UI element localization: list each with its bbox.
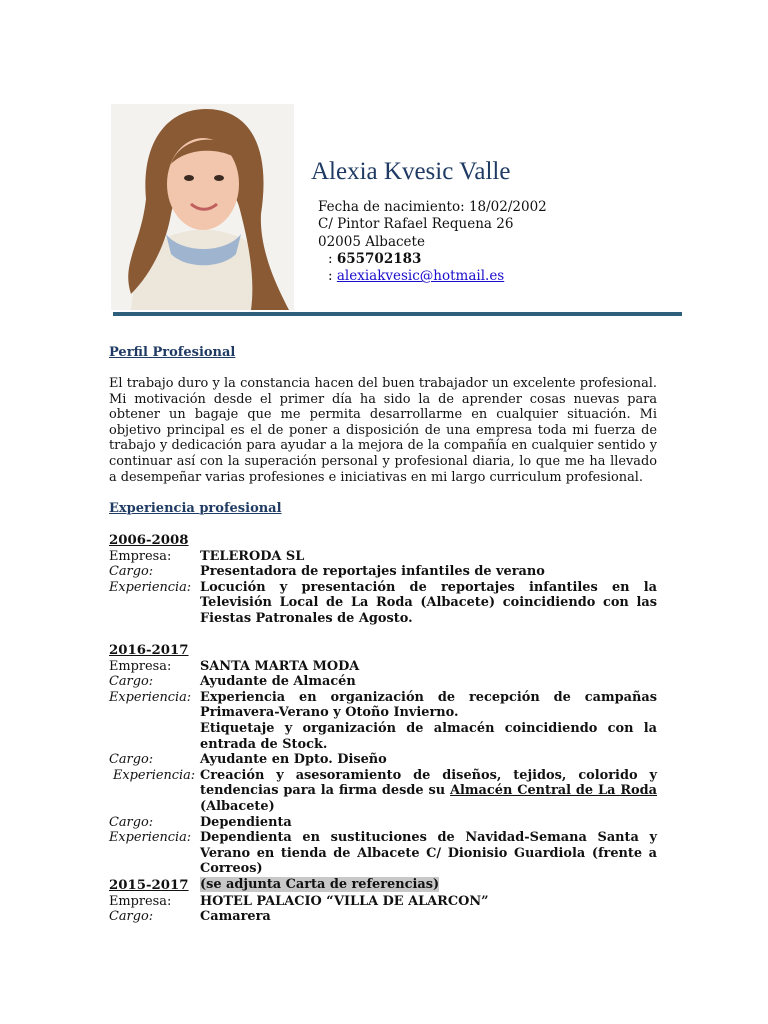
- experience-text: Dependienta en sustituciones de Navidad-Semana Santa y Verano en tienda de Albacete C/ Dionisio Guardiola (frente a Correos): [200, 830, 657, 877]
- experience-text-end: (Albacete): [200, 798, 275, 814]
- address-line-2: 02005 Albacete: [318, 233, 425, 250]
- phone-number: 655702183: [336, 250, 422, 267]
- warehouse-name: Almacén Central de La Roda: [450, 783, 657, 799]
- job-entry: [109, 878, 657, 925]
- position-row: [109, 564, 657, 580]
- job-entry: [109, 643, 657, 893]
- experience-row: [109, 690, 657, 752]
- company-row: [109, 894, 657, 910]
- experience-label: Experiencia:: [109, 579, 192, 595]
- company-value: TELERODA SL: [200, 548, 305, 564]
- contact-block: [318, 199, 547, 285]
- email-prefix: :: [328, 268, 333, 285]
- company-value: SANTA MARTA MODA: [200, 658, 360, 674]
- position-value: Dependienta: [200, 814, 292, 830]
- company-row: [109, 549, 657, 565]
- position-value: Ayudante en Dpto. Diseño: [200, 752, 387, 768]
- position-row: [109, 909, 657, 925]
- candidate-name: Alexia Kvesic Valle: [311, 158, 511, 185]
- experience-text: Creación y asesoramiento de diseños, tejidos, colorido y tendencias para la firma desde su: [200, 767, 657, 799]
- experience-value-b: Etiquetaje y organización de almacén coincidiendo con la entrada de Stock.: [200, 720, 657, 752]
- position-label: Cargo:: [109, 752, 154, 768]
- company-label: Empresa:: [109, 893, 172, 909]
- position-row: [109, 752, 657, 768]
- position-label: Cargo:: [109, 564, 154, 580]
- company-label: Empresa:: [109, 658, 172, 674]
- company-value: HOTEL PALACIO “VILLA DE ALARCON”: [200, 893, 489, 909]
- experience-label: Experiencia:: [113, 767, 196, 783]
- position-row: [109, 674, 657, 690]
- phone-prefix: :: [328, 250, 333, 267]
- experience-heading: Experiencia profesional: [109, 501, 282, 516]
- job-period: 2006-2008: [109, 533, 189, 548]
- experience-value: [200, 768, 657, 815]
- position-value: Ayudante de Almacén: [200, 674, 356, 690]
- experience-label: Experiencia:: [109, 689, 192, 705]
- profile-heading: Perfil Profesional: [109, 345, 236, 360]
- experience-value: Locución y presentación de reportajes infantiles en la Televisión Local de La Roda (Albacete) coincidiendo con las Fiestas Patronales de Agosto.: [200, 579, 657, 626]
- email-line: [318, 268, 547, 285]
- job-entry: [109, 533, 657, 627]
- position-value: Camarera: [200, 909, 271, 925]
- experience-row: [109, 580, 657, 627]
- position-label: Cargo:: [109, 909, 154, 925]
- position-label: Cargo:: [109, 674, 154, 690]
- position-label: Cargo:: [109, 814, 154, 830]
- experience-value: [200, 690, 657, 752]
- job-period: 2015-2017: [109, 878, 189, 893]
- position-row: [109, 815, 657, 831]
- phone-line: [318, 251, 547, 268]
- experience-row: [109, 768, 657, 815]
- birth-date: Fecha de nacimiento: 18/02/2002: [318, 199, 547, 215]
- references-note: (se adjunta Carta de referencias): [200, 876, 440, 892]
- address-line-1: C/ Pintor Rafael Requena 26: [318, 216, 514, 233]
- experience-label: Experiencia:: [109, 830, 192, 846]
- position-value: Presentadora de reportajes infantiles de verano: [200, 564, 545, 580]
- email-link[interactable]: alexiakvesic@hotmail.es: [336, 268, 505, 285]
- job-period: 2016-2017: [109, 643, 189, 658]
- profile-photo: [111, 104, 294, 310]
- company-row: [109, 659, 657, 675]
- company-label: Empresa:: [109, 548, 172, 564]
- header-divider: [113, 312, 682, 316]
- profile-text: El trabajo duro y la constancia hacen del buen trabajador un excelente profesional. Mi motivación desde el primer día ha sido la de aprender cosas nuevas para obtener un bagaje que me permita desarrollarme en cualquier situación. Mi objetivo principal es el de poner a disposición de una empresa toda mi fuerza de trabajo y dedicación para ayudar a la mejora de la compañía en cualquier sentido y continuar así con la superación personal y profesional diaria, lo que me ha llevado a desempeñar varias profesiones e iniciativas en mi largo curriculum profesional.: [109, 376, 657, 485]
- experience-value-a: Experiencia en organización de recepción de campañas Primavera-Verano y Otoño Invierno.: [200, 689, 657, 721]
